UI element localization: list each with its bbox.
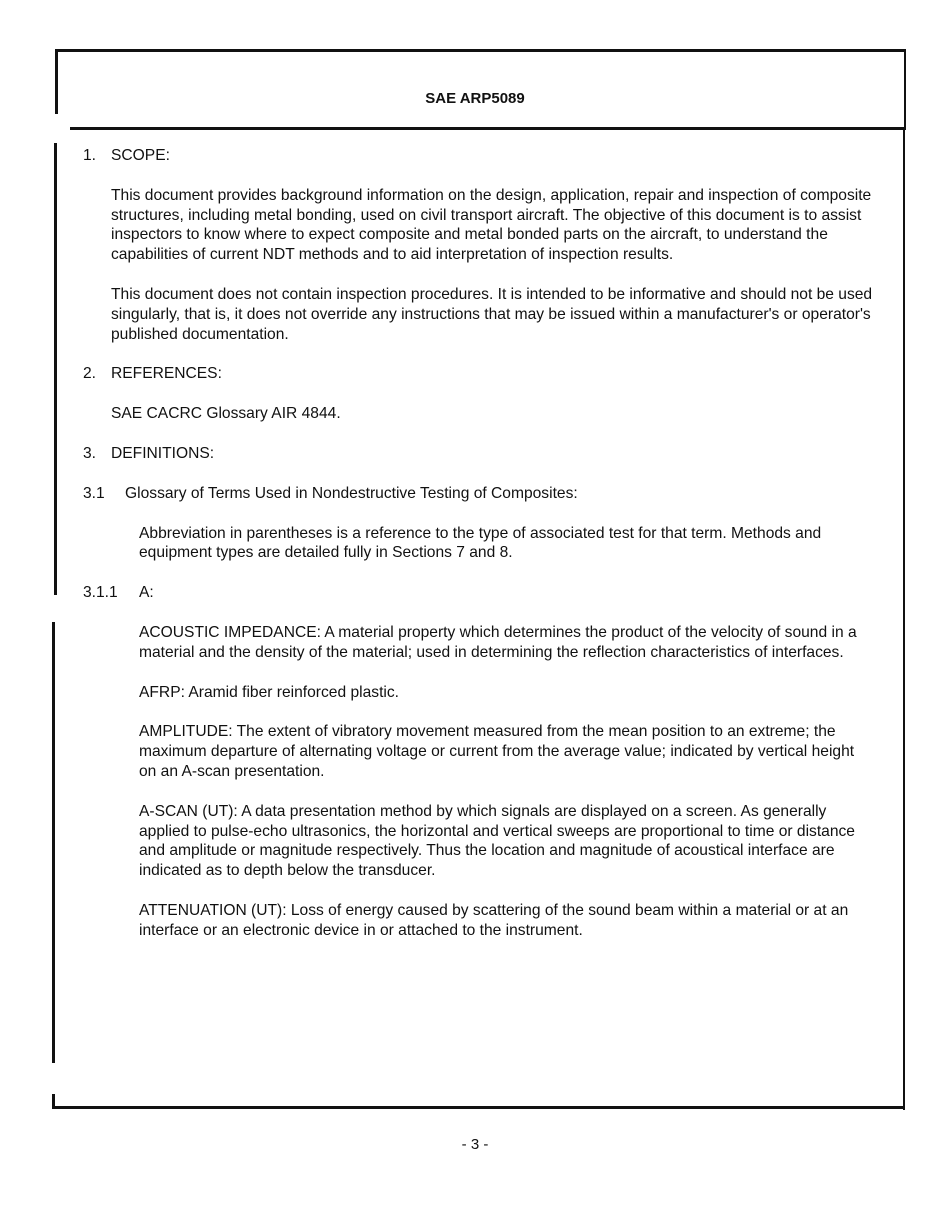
document-title: SAE ARP5089 xyxy=(425,90,525,107)
glossary-term: ACOUSTIC IMPEDANCE: A material property which determines the product of the velocity of sound in a material and the density of the material; used in determining the reflection characteristics of interfaces. xyxy=(139,623,857,661)
header-frame xyxy=(55,49,906,129)
glossary-term: AFRP: Aramid fiber reinforced plastic. xyxy=(139,683,399,701)
section-title: Glossary of Terms Used in Nondestructive Testing of Composites: xyxy=(125,484,578,502)
section-title: DEFINITIONS: xyxy=(111,444,215,462)
section-title: SCOPE: xyxy=(111,147,170,164)
scope-paragraph: This document provides background information on the design, application, repair and inspection of composite structures, including metal bonding, used on civil transport aircraft. The objective of this document is to assist inspectors to know where to expect composite and metal bonded parts on the aircraft, to understand the capabilities of current NDT methods and to aid interpretation of inspection results. xyxy=(111,186,872,264)
change-bar xyxy=(54,143,57,595)
page-frame-right-edge xyxy=(903,129,905,1110)
section-number: 3.1.1 xyxy=(83,584,118,602)
document-body xyxy=(83,146,873,961)
section-number: 3.1 xyxy=(83,484,105,502)
section-number: 2. xyxy=(83,365,97,383)
section-heading-references xyxy=(83,364,873,384)
section-number: 1. xyxy=(83,147,97,164)
section-heading-scope xyxy=(83,146,873,166)
glossary-term: AMPLITUDE: The extent of vibratory movement measured from the mean position to an extreme; the maximum departure of alternating voltage or current from the average value; indicated by vertical height on an A-scan presentation. xyxy=(139,723,855,780)
header-divider xyxy=(70,127,906,130)
section-number: 3. xyxy=(83,444,97,462)
glossary-term: ATTENUATION (UT): Loss of energy caused by scattering of the sound beam within a material or at an interface or an electronic device in or attached to the instrument. xyxy=(139,901,849,939)
section-heading-definitions xyxy=(83,444,873,464)
page-number: - 3 - xyxy=(461,1136,489,1153)
section-heading-glossary xyxy=(83,484,873,504)
section-heading-a-terms xyxy=(83,583,873,603)
glossary-term: A-SCAN (UT): A data presentation method by which signals are displayed on a screen. As generally applied to pulse-echo ultrasonics, the horizontal and vertical sweeps are proportional to time or distance and amplitude or magnitude respectively. Thus the location and magnitude of acoustical interface are indicated as to depth below the transducer. xyxy=(139,802,855,880)
section-title: A: xyxy=(139,584,154,602)
references-text: SAE CACRC Glossary AIR 4844. xyxy=(111,405,341,423)
change-bar xyxy=(52,622,55,1063)
section-title: REFERENCES: xyxy=(111,365,222,383)
glossary-text: Abbreviation in parentheses is a reference to the type of associated test for that term. Methods and equipment types are detailed fully in Sections 7 and 8. xyxy=(139,524,822,562)
change-bar xyxy=(52,1094,55,1109)
page-frame-bottom-edge xyxy=(52,1106,905,1109)
scope-paragraph: This document does not contain inspection procedures. It is intended to be informative and should not be used singularly, that is, it does not override any instructions that may be issued within a manufacturer's or operator's published documentation. xyxy=(111,285,873,343)
